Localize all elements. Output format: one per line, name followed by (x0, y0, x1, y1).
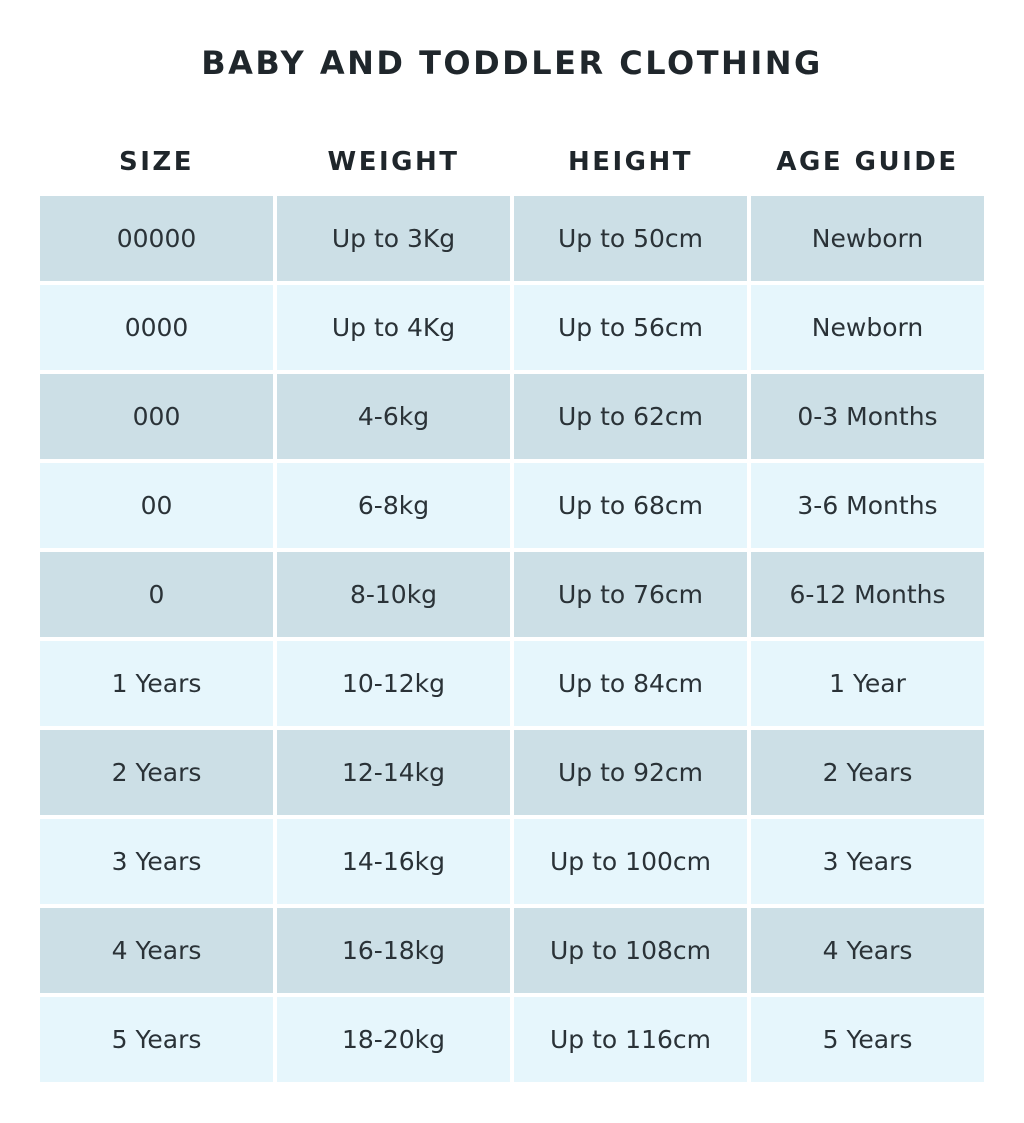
weight-cell: 18-20kg (277, 997, 510, 1082)
age-guide-cell: 2 Years (751, 730, 984, 815)
size-cell: 4 Years (40, 908, 273, 993)
age-guide-cell: 5 Years (751, 997, 984, 1082)
age-guide-cell: 0-3 Months (751, 374, 984, 459)
column-header-size: SIZE (118, 147, 194, 177)
size-cell: 3 Years (40, 819, 273, 904)
weight-cell: 6-8kg (277, 463, 510, 548)
height-cell: Up to 100cm (514, 819, 747, 904)
weight-cell: Up to 4Kg (277, 285, 510, 370)
age-guide-cell: 3 Years (751, 819, 984, 904)
size-table (40, 196, 984, 1082)
size-cell: 0 (40, 552, 273, 637)
weight-cell: 12-14kg (277, 730, 510, 815)
size-cell: 00000 (40, 196, 273, 281)
weight-cell: 16-18kg (277, 908, 510, 993)
height-cell: Up to 92cm (514, 730, 747, 815)
size-cell: 00 (40, 463, 273, 548)
age-guide-cell: Newborn (751, 196, 984, 281)
height-cell: Up to 62cm (514, 374, 747, 459)
height-cell: Up to 84cm (514, 641, 747, 726)
age-guide-cell: Newborn (751, 285, 984, 370)
height-cell: Up to 108cm (514, 908, 747, 993)
weight-cell: 14-16kg (277, 819, 510, 904)
weight-cell: Up to 3Kg (277, 196, 510, 281)
height-cell: Up to 116cm (514, 997, 747, 1082)
page-title: BABY AND TODDLER CLOTHING (201, 44, 823, 82)
size-cell: 1 Years (40, 641, 273, 726)
size-cell: 5 Years (40, 997, 273, 1082)
age-guide-cell: 3-6 Months (751, 463, 984, 548)
weight-cell: 10-12kg (277, 641, 510, 726)
size-cell: 2 Years (40, 730, 273, 815)
size-cell: 0000 (40, 285, 273, 370)
column-header-age-guide: AGE GUIDE (776, 147, 959, 177)
height-cell: Up to 50cm (514, 196, 747, 281)
column-header-height: HEIGHT (567, 147, 694, 177)
column-header-weight: WEIGHT (327, 147, 460, 177)
age-guide-cell: 1 Year (751, 641, 984, 726)
age-guide-cell: 6-12 Months (751, 552, 984, 637)
size-cell: 000 (40, 374, 273, 459)
weight-cell: 4-6kg (277, 374, 510, 459)
age-guide-cell: 4 Years (751, 908, 984, 993)
height-cell: Up to 76cm (514, 552, 747, 637)
table-header (40, 140, 984, 184)
height-cell: Up to 68cm (514, 463, 747, 548)
weight-cell: 8-10kg (277, 552, 510, 637)
height-cell: Up to 56cm (514, 285, 747, 370)
